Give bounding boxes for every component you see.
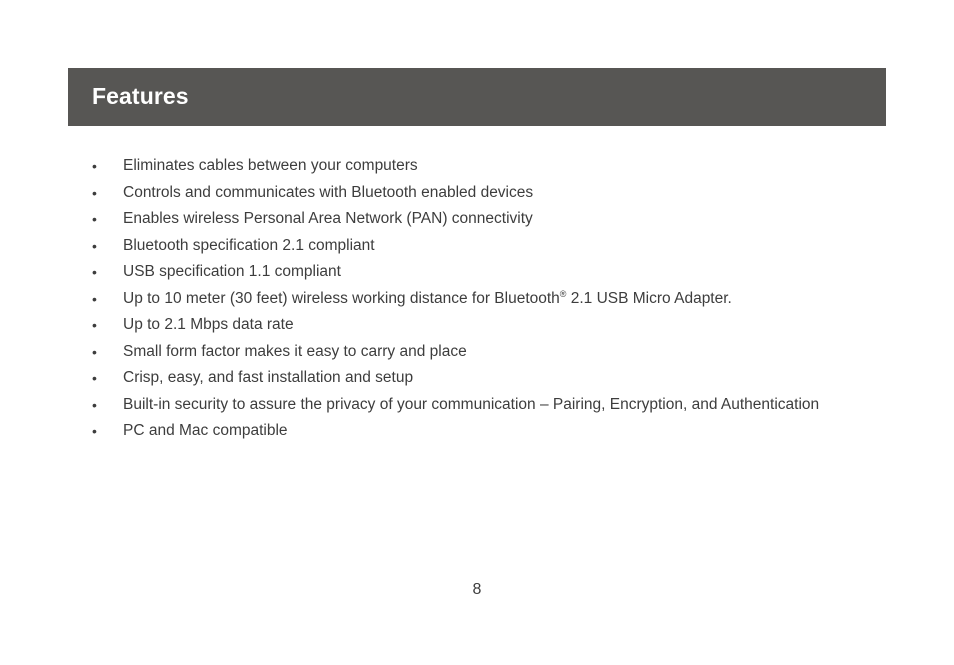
feature-text-suffix: 2.1 USB Micro Adapter. [566,289,732,307]
feature-text: Bluetooth specification 2.1 compliant [123,236,375,254]
section-header-bar [68,68,886,126]
bullet-icon: • [92,317,97,333]
feature-text: PC and Mac compatible [123,422,288,439]
feature-text-range [123,286,732,313]
page-number: 8 [472,581,482,598]
bullet-icon: • [92,370,97,386]
bullet-icon: • [92,184,97,201]
bullet-icon: • [92,264,97,280]
bullet-icon: • [92,290,97,307]
feature-text: Controls and communicates with Bluetooth enabled devices [123,183,534,201]
feature-text: Small form factor makes it easy to carry and place [123,342,467,360]
bullet-icon: • [92,423,97,439]
feature-text: Up to 10 meter (30 feet) wireless working distance for Bluetooth [123,289,560,307]
bullet-icon: • [92,211,97,227]
feature-text: USB specification 1.1 compliant [123,263,341,280]
registered-mark: ® [559,288,567,299]
bullet-icon: • [92,343,97,360]
feature-text: Up to 2.1 Mbps data rate [123,316,294,333]
feature-text: Crisp, easy, and fast installation and setup [123,369,414,386]
feature-text: Eliminates cables between your computers [123,157,418,174]
section-title: Features [92,83,189,109]
feature-text: Enables wireless Personal Area Network (PAN) connectivity [123,210,533,227]
bullet-icon: • [92,237,97,254]
bullet-icon: • [92,396,97,413]
feature-text: Built-in security to assure the privacy of your communication – Pairing, Encryption, and Authentication [123,395,820,413]
bullet-icon: • [92,158,97,174]
